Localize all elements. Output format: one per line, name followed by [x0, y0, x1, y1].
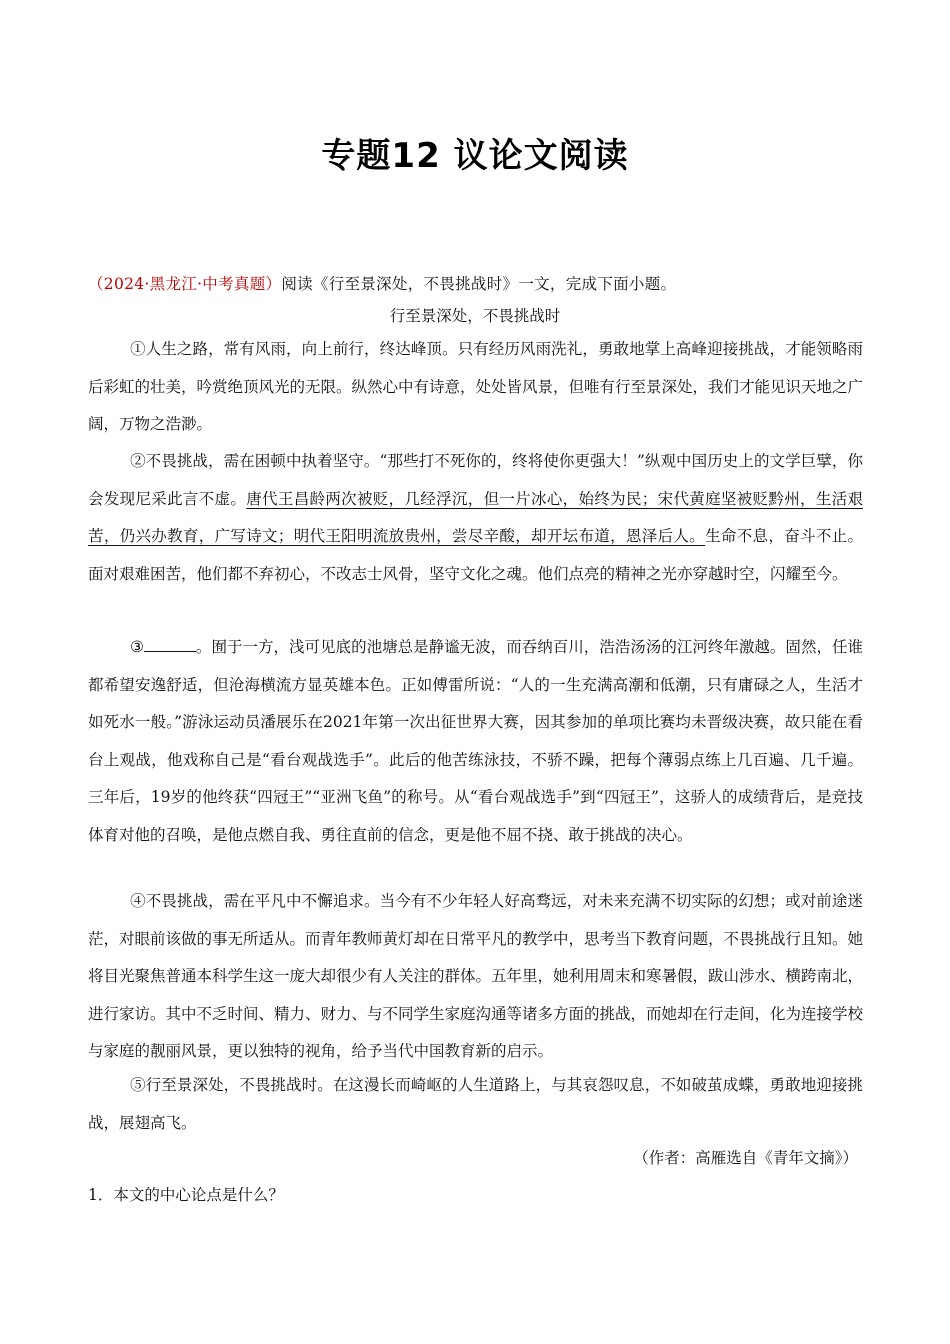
paragraph-2-underlined-text: 唐代王昌龄两次被贬，几经浮沉，但一片冰心，始终为民；宋代黄庭坚被贬黔州，生活艰苦，仍兴办教育，广写诗文；明代王阳明流放贵州，尝尽辛酸，却开坛布道，恩泽后人。: [88, 489, 863, 545]
paragraph-2-text-a: ②不畏挑战，需在困顿中执着坚守。“那些打不死你的，终将使你更强大！”纵观中国历史上的文学巨擘，你会发现尼采此言不虚。: [88, 452, 863, 508]
fill-in-blank: [144, 636, 196, 652]
paragraph-3-text: 。囿于一方，浅可见底的池塘总是静谧无波，而吞纳百川，浩浩汤汤的江河终年激越。固然，任谁都希望安逸舒适，但沧海横流方显英雄本色。正如傅雷所说：“人的一生充满高潮和低潮，只有庸碌之人，生活才如死水一般。”游泳运动员潘展乐在2021年第一次出征世界大赛，因其参加的单项比赛均未晋级决赛，故只能在看台上观战，他戏称自己是“看台观战选手”。此后的他苦练泳技，不骄不躁，把每个薄弱点练上几百遍、几千遍。三年后，19岁的他终获“四冠王”“亚洲飞鱼”的称号。从“看台观战选手”到“四冠王”，这骄人的成绩背后，是竞技体育对他的召唤，是他点燃自我、勇往直前的信念，更是他不屈不挠、敢于挑战的决心。: [88, 638, 863, 844]
source-label: （2024·黑龙江·中考真题）: [88, 275, 282, 293]
paragraph-4: [88, 883, 863, 1071]
paragraph-4-text: ④不畏挑战，需在平凡中不懈追求。当今有不少年轻人好高骛远，对未来充满不切实际的幻想；或对前途迷茫，对眼前该做的事无所适从。而青年教师黄灯却在日常平凡的教学中，思考当下教育问题，不畏挑战行且知。她将目光聚焦普通本科学生这一庞大却很少有人关注的群体。五年里，她利用周末和寒暑假，跋山涉水、横跨南北，进行家访。其中不乏时间、精力、财力、与不同学生家庭沟通等诸多方面的挑战，而她却在行走间，化为连接学校与家庭的靓丽风景，更以独特的视角，给予当代中国教育新的启示。: [88, 892, 864, 1060]
paragraph-1-text: ①人生之路，常有风雨，向上前行，终达峰顶。只有经历风雨洗礼，勇敢地掌上高峰迎接挑战，才能领略雨后彩虹的壮美，吟赏绝顶风光的无限。纵然心中有诗意，处处皆风景，但唯有行至景深处，我们才能见识天地之广阔，万物之浩渺。: [88, 340, 864, 433]
question-1: 1．本文的中心论点是什么？: [88, 1186, 284, 1204]
paragraph-2: [88, 443, 863, 593]
paragraph-3: [88, 629, 863, 854]
intro-line: [88, 272, 676, 294]
author-credit: （作者：高雁选自《青年文摘》）: [633, 1149, 858, 1167]
paragraph-2-text-b: 生命不息，奋斗不止。面对艰难困苦，他们都不弃初心，不改志士风骨，坚守文化之魂。他们点亮的精神之光亦穿越时空，闪耀至今。: [88, 527, 863, 583]
paragraph-5-text: ⑤行至景深处，不畏挑战时。在这漫长而崎岖的人生道路上，与其哀怨叹息，不如破茧成蝶，勇敢地迎接挑战，展翅高飞。: [88, 1076, 863, 1132]
intro-text: 阅读《行至景深处，不畏挑战时》一文，完成下面小题。: [281, 275, 677, 293]
paragraph-1: [88, 331, 863, 444]
article-title: 行至景深处，不畏挑战时: [389, 307, 561, 325]
paragraph-5: [88, 1067, 863, 1142]
paragraph-3-number: ③: [130, 638, 144, 656]
page-title: 专题12 议论文阅读: [321, 136, 629, 176]
